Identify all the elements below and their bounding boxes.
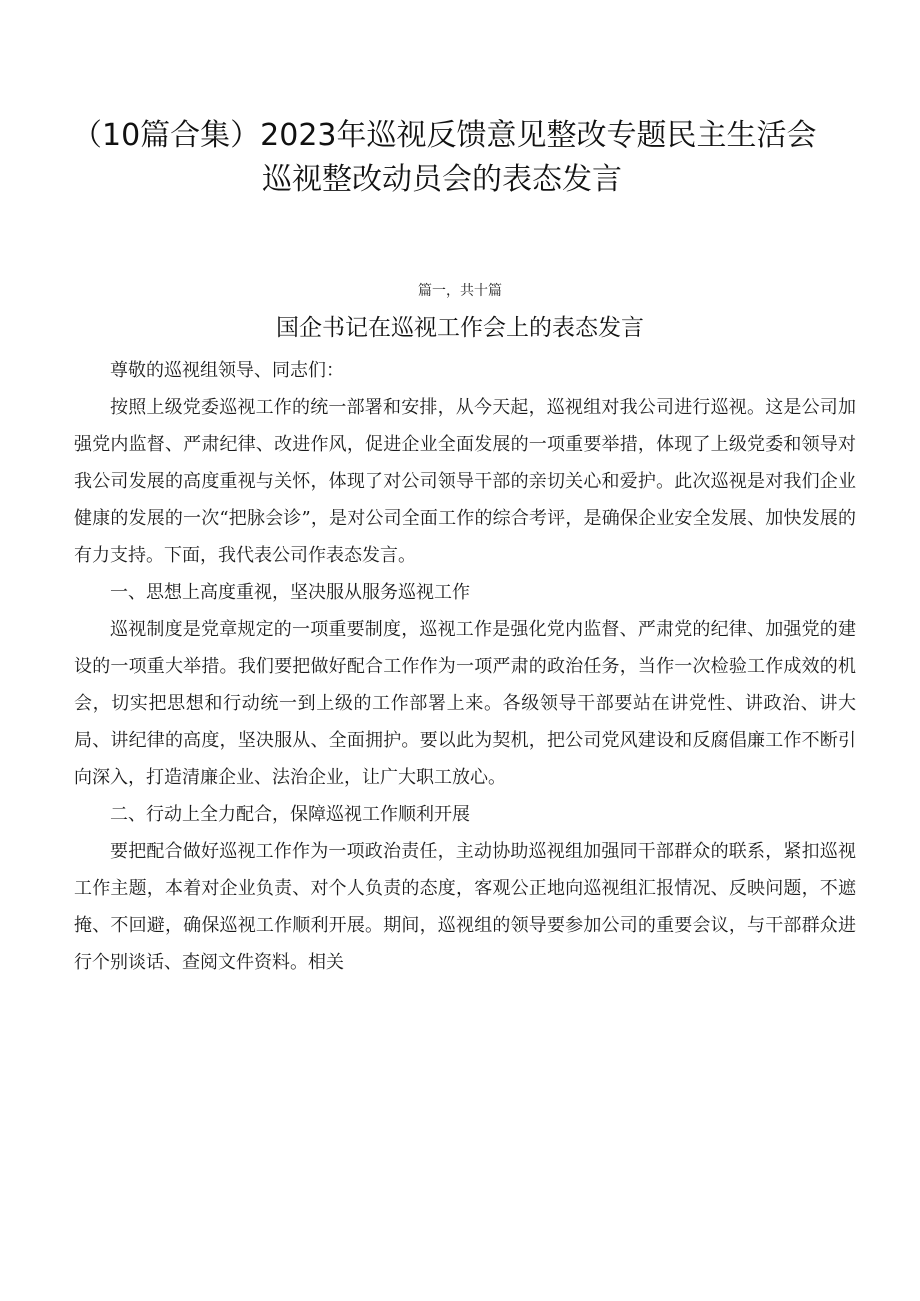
document-title-line-2: 巡视整改动员会的表态发言 [262, 162, 622, 197]
paragraph-point-1: 巡视制度是党章规定的一项重要制度，巡视工作是强化党内监督、严肃党的纪律、加强党的建设的一项重大举措。我们要把做好配合工作作为一项严肃的政治任务，当作一次检验工作成效的机会，切实把思想和行动统一到上级的工作部署上来。各级领导干部要站在讲党性、讲政治、讲大局、讲纪律的高度，坚决服从、全面拥护。要以此为契机，把公司党风建设和反腐倡廉工作不断引向深入，打造清廉企业、法治企业，让广大职工放心。 [74, 619, 856, 788]
section-title: 国企书记在巡视工作会上的表态发言 [276, 315, 644, 341]
document-title-line-1: （10篇合集）2023年巡视反馈意见整改专题民主生活会 [72, 118, 817, 153]
heading-point-2: 二、行动上全力配合，保障巡视工作顺利开展 [110, 804, 470, 825]
section-label: 篇一，共十篇 [418, 283, 502, 299]
paragraph-intro: 按照上级党委巡视工作的统一部署和安排，从今天起，巡视组对我公司进行巡视。这是公司加强党内监督、严肃纪律、改进作风，促进企业全面发展的一项重要举措，体现了上级党委和领导对我公司发展的高度重视与关怀，体现了对公司领导干部的亲切关心和爱护。此次巡视是对我们企业健康的发展的一次“把脉会诊”，是对公司全面工作的综合考评，是确保企业安全发展、加快发展的有力支持。下面，我代表公司作表态发言。 [74, 397, 856, 566]
body-text [74, 352, 856, 981]
salutation: 尊敬的巡视组领导、同志们： [110, 360, 344, 381]
heading-point-1: 一、思想上高度重视，坚决服从服务巡视工作 [110, 582, 470, 603]
paragraph-point-2: 要把配合做好巡视工作作为一项政治责任，主动协助巡视组加强同干部群众的联系，紧扣巡视工作主题，本着对企业负责、对个人负责的态度，客观公正地向巡视组汇报情况、反映问题，不遮掩、不回避，确保巡视工作顺利开展。期间，巡视组的领导要参加公司的重要会议，与干部群众进行个别谈话、查阅文件资料。相关 [74, 841, 856, 973]
